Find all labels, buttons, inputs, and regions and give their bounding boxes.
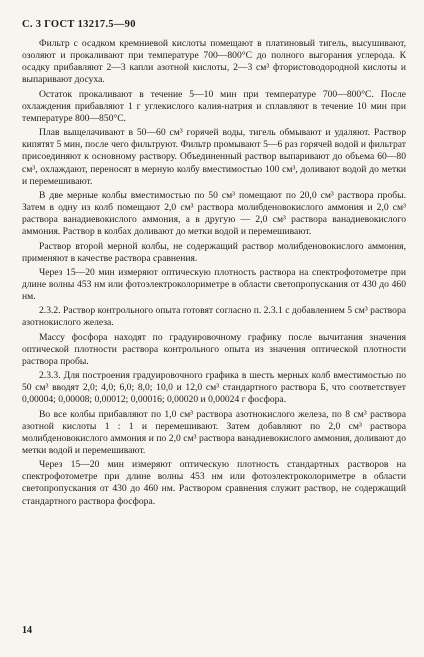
paragraph-reference-solution: Раствор второй мерной колбы, не содержащий раствор молибденовокислого аммония, применяют в качестве раствора сравнения.: [22, 240, 406, 264]
document-body: [22, 38, 406, 510]
paragraph-phosphorus-mass: Массу фосфора находят по градуировочному графику после вычитания значения оптической плотности раствора контрольного опыта из значения оптической плотности раствора пробы.: [22, 331, 406, 367]
paragraph-filter-ashing: Фильтр с осадком кремниевой кислоты помещают в платиновый тигель, высушивают, озоляют и прокаливают при температуре 700—800°С до полного выгорания углерода. К осадку прибавляют 2—3 капли азотной кислоты, 2—3 см³ фтористоводородной кислоты и выпаривают досуха.: [22, 38, 406, 86]
paragraph-2-3-3: 2.3.3. Для построения градуировочного графика в шесть мерных колб вместимостью по 50 см³ вводят 2,0; 4,0; 6,0; 8,0; 10,0 и 12,0 см³ стандартного раствора Б, что соответствует 0,00004; 0,00008; 0,00012; 0,00016; 0,00020 и 0,00024 г фосфора.: [22, 370, 406, 406]
paragraph-residue-fusion: Остаток прокаливают в течение 5—10 мин при температуре 700—800°С. После охлаждения прибавляют 1 г углекислого калия-натрия и сплавляют в течение 10 мин при температуре 800—850°С.: [22, 88, 406, 124]
page-header: С. 3 ГОСТ 13217.5—90: [22, 19, 136, 30]
paragraph-reagents-added: Во все колбы прибавляют по 1,0 см³ раствора азотнокислого железа, по 8 см³ раствора азотной кислоты 1 : 1 и перемешивают. Затем добавляют по 2,0 см³ раствора молибденовокислого аммония и по 2,0 см³ раствора ванадиевокислого аммония, доливают до метки водой и перемешивают.: [22, 408, 406, 456]
paragraph-standard-measurement: Через 15—20 мин измеряют оптическую плотность стандартных растворов на спектрофотометре при длине волны 453 нм или фотоэлектроколориметре в области светопропускания от 430 до 460 нм. Раствором сравнения служит раствор, не содержащий стандартного раствора фосфора.: [22, 459, 406, 507]
paragraph-measurement: Через 15—20 мин измеряют оптическую плотность раствора на спектрофотометре при длине волны 453 нм или фотоэлектроколориметре в области светопропускания от 430 до 460 нм.: [22, 266, 406, 303]
paragraph-leaching: Плав выщелачивают в 50—60 см³ горячей воды, тигель обмывают и удаляют. Раствор кипятят 5 мин, после чего фильтруют. Фильтр промывают 5—6 раз горячей водой и фильтрат присоединяют к основному раствору. Объединенный раствор выпаривают до объема 60—80 см³, охлаждают, переносят в мерную колбу вместимостью 100 см³, доливают водой до метки и перемешивают.: [22, 127, 406, 187]
paragraph-2-3-2: 2.3.2. Раствор контрольного опыта готовят согласно п. 2.3.1 с добавлением 5 см³ раствора азотнокислого железа.: [22, 305, 406, 329]
paragraph-two-flasks: В две мерные колбы вместимостью по 50 см³ помещают по 20,0 см³ раствора пробы. Затем в одну из колб помещают 2,0 см³ раствора молибденовокислого аммония и 2,0 см³ раствора ванадиевокислого аммония, а в другую — 2,0 см³ раствора ванадиевокислого аммония. Раствор в колбах доливают до метки водой и перемешивают.: [22, 189, 406, 238]
page-number: 14: [22, 625, 32, 636]
